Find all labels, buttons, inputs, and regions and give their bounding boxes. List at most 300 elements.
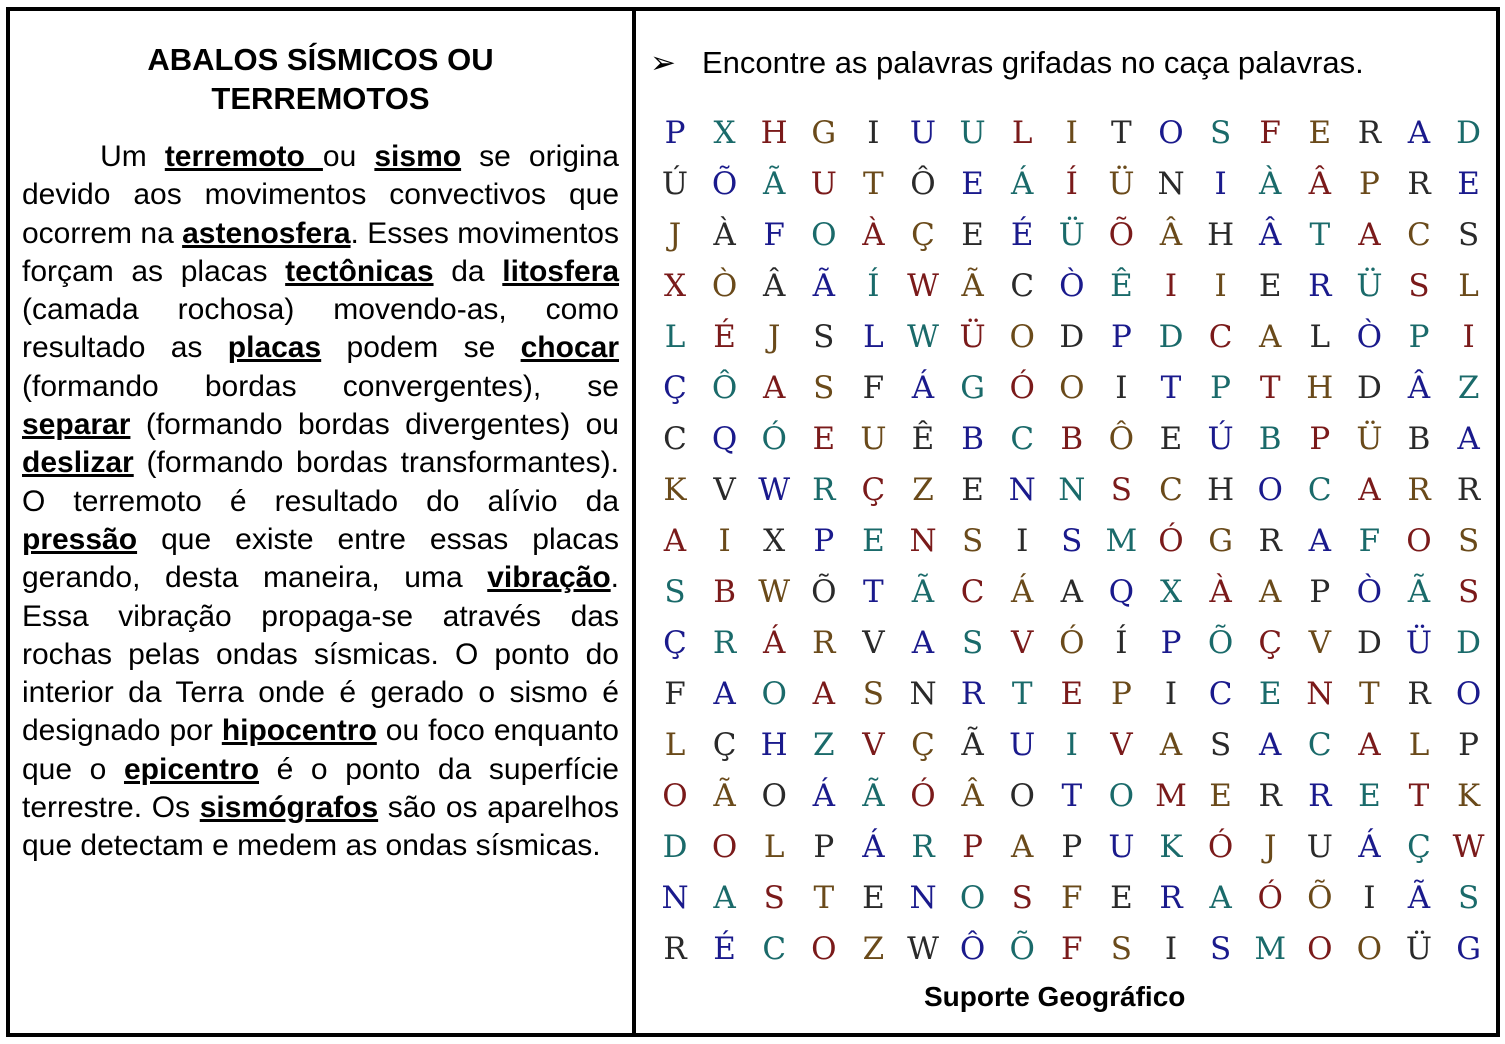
grid-letter[interactable]: E — [1358, 778, 1381, 814]
grid-letter[interactable]: Ô — [711, 370, 738, 406]
grid-letter[interactable]: L — [1011, 115, 1033, 151]
grid-letter[interactable]: Ã — [1407, 574, 1431, 610]
keyword: chocar — [520, 331, 619, 365]
grid-letter[interactable]: O — [959, 880, 986, 916]
grid-letter[interactable]: O — [761, 778, 787, 814]
grid-letter[interactable]: F — [664, 676, 686, 712]
grid-letter[interactable]: R — [1407, 472, 1431, 508]
grid-letter[interactable]: C — [663, 421, 687, 457]
grid-letter[interactable]: Á — [1358, 829, 1381, 865]
grid-letter[interactable]: F — [1358, 523, 1381, 559]
grid-letter[interactable]: U — [1108, 829, 1135, 865]
grid-letter[interactable]: L — [1408, 727, 1430, 763]
grid-letter[interactable]: I — [1164, 268, 1178, 304]
grid-letter[interactable]: L — [763, 829, 785, 865]
grid-letter[interactable]: C — [1010, 421, 1035, 457]
grid-letter[interactable]: W — [758, 574, 791, 610]
grid-letter[interactable]: U — [909, 115, 937, 151]
grid-letter[interactable]: F — [862, 370, 885, 406]
grid-letter[interactable]: I — [1164, 676, 1178, 712]
grid-letter[interactable]: A — [1258, 727, 1282, 763]
grid-letter[interactable]: A — [1209, 880, 1232, 916]
grid-letter[interactable]: V — [713, 472, 736, 508]
grid-letter[interactable]: R — [1308, 268, 1332, 304]
grid-letter[interactable]: R — [1258, 778, 1282, 814]
grid-letter[interactable]: Â — [1407, 370, 1431, 406]
grid-letter[interactable]: O — [811, 931, 837, 967]
grid-letter[interactable]: Ç — [712, 727, 737, 763]
grid-letter[interactable]: Á — [911, 370, 935, 406]
grid-letter[interactable]: U — [1306, 829, 1333, 865]
grid-letter[interactable]: O — [811, 217, 837, 253]
grid-letter[interactable]: V — [862, 625, 885, 661]
grid-letter[interactable]: S — [763, 880, 785, 916]
grid-letter[interactable]: E — [862, 880, 885, 916]
grid-letter[interactable]: U — [810, 166, 837, 202]
grid-letter[interactable]: P — [664, 115, 686, 151]
grid-letter[interactable]: C — [1307, 472, 1332, 508]
grid-letter[interactable]: C — [1208, 676, 1233, 712]
grid-letter[interactable]: À — [1258, 166, 1282, 202]
grid-letter[interactable]: T — [863, 166, 884, 202]
grid-letter[interactable]: E — [961, 472, 984, 508]
grid-letter[interactable]: Õ — [1307, 880, 1333, 916]
grid-letter[interactable]: Ç — [861, 472, 886, 508]
grid-letter[interactable]: Ã — [1407, 880, 1431, 916]
grid-letter[interactable]: A — [713, 880, 736, 916]
grid-letter[interactable]: P — [813, 523, 835, 559]
grid-letter[interactable]: Ã — [762, 166, 786, 202]
grid-letter[interactable]: P — [813, 829, 835, 865]
grid-letter[interactable]: A — [762, 370, 786, 406]
grid-letter[interactable]: Ó — [1257, 880, 1283, 916]
grid-letter[interactable]: X — [663, 268, 687, 304]
grid-letter[interactable]: C — [1307, 727, 1332, 763]
grid-letter[interactable]: S — [1408, 268, 1430, 304]
grid-letter[interactable]: C — [1407, 217, 1431, 253]
grid-letter[interactable]: Í — [1065, 166, 1078, 202]
grid-letter[interactable]: A — [1358, 217, 1381, 253]
grid-letter[interactable]: R — [812, 472, 836, 508]
grid-letter[interactable]: N — [1008, 472, 1036, 508]
grid-letter[interactable]: T — [1160, 370, 1182, 406]
grid-letter[interactable]: E — [812, 421, 836, 457]
grid-letter[interactable]: W — [758, 472, 791, 508]
grid-letter[interactable]: S — [961, 625, 984, 661]
grid-letter[interactable]: C — [960, 574, 985, 610]
grid-letter[interactable]: F — [1061, 931, 1083, 967]
grid-letter[interactable]: R — [911, 829, 935, 865]
grid-letter[interactable]: Á — [862, 829, 885, 865]
grid-letter[interactable]: I — [1115, 370, 1128, 406]
grid-letter[interactable]: M — [1254, 931, 1287, 967]
grid-letter[interactable]: S — [862, 676, 885, 712]
grid-letter[interactable]: A — [1159, 727, 1183, 763]
grid-letter[interactable]: A — [1407, 115, 1431, 151]
grid-letter[interactable]: S — [1110, 931, 1133, 967]
grid-letter[interactable]: Ô — [910, 166, 936, 202]
grid-letter[interactable]: Q — [1108, 574, 1135, 610]
grid-letter[interactable]: A — [1308, 523, 1331, 559]
grid-letter[interactable]: P — [1110, 319, 1132, 355]
grid-letter[interactable]: K — [663, 472, 687, 508]
grid-letter[interactable]: Ã — [862, 778, 885, 814]
grid-letter[interactable]: T — [1259, 370, 1281, 406]
grid-letter[interactable]: Ü — [1058, 217, 1085, 253]
grid-letter[interactable]: O — [1009, 319, 1035, 355]
grid-letter[interactable]: S — [813, 319, 835, 355]
grid-letter[interactable]: O — [1009, 778, 1035, 814]
grid-letter[interactable]: R — [960, 676, 985, 712]
grid-letter[interactable]: T — [1111, 115, 1132, 151]
grid-letter[interactable]: S — [1457, 217, 1480, 253]
grid-letter[interactable]: T — [863, 574, 884, 610]
grid-letter[interactable]: Ü — [959, 319, 986, 355]
grid-letter[interactable]: O — [761, 676, 787, 712]
title-line-2: TERREMOTOS — [211, 81, 430, 116]
grid-letter[interactable]: I — [718, 523, 731, 559]
grid-letter[interactable]: D — [1456, 115, 1482, 151]
grid-letter[interactable]: B — [961, 421, 984, 457]
grid-letter[interactable]: A — [1457, 421, 1480, 457]
grid-letter[interactable]: Ó — [910, 778, 936, 814]
grid-letter[interactable]: S — [813, 370, 835, 406]
grid-letter[interactable]: E — [1258, 268, 1282, 304]
grid-letter[interactable]: I — [1065, 727, 1078, 763]
grid-letter[interactable]: U — [860, 421, 887, 457]
grid-letter[interactable]: U — [1009, 727, 1036, 763]
grid-letter[interactable]: Í — [867, 268, 880, 304]
grid-letter[interactable]: Ó — [1059, 625, 1085, 661]
grid-letter[interactable]: S — [1209, 115, 1232, 151]
grid-letter[interactable]: O — [1406, 523, 1432, 559]
grid-letter[interactable]: B — [713, 574, 736, 610]
grid-letter[interactable]: G — [1208, 523, 1233, 559]
grid-letter[interactable]: É — [1010, 217, 1034, 253]
grid-letter[interactable]: Ç — [663, 370, 687, 406]
paragraph-text: que existe entre essas placas gerando, desta maneira, uma — [22, 522, 619, 595]
grid-letter[interactable]: Ç — [663, 625, 687, 661]
grid-letter[interactable]: S — [961, 523, 984, 559]
grid-row — [650, 567, 1490, 618]
grid-letter[interactable]: Ç — [911, 727, 935, 763]
grid-letter[interactable]: L — [863, 319, 884, 355]
grid-letter[interactable]: Õ — [1207, 625, 1234, 661]
grid-letter[interactable]: N — [909, 523, 937, 559]
grid-letter[interactable]: Ã — [713, 778, 736, 814]
grid-letter[interactable]: E — [1308, 115, 1332, 151]
grid-letter[interactable]: Á — [1010, 574, 1034, 610]
grid-letter[interactable]: O — [711, 829, 738, 865]
grid-letter[interactable]: Ü — [1405, 625, 1433, 661]
grid-letter[interactable]: W — [907, 931, 939, 967]
grid-letter[interactable]: T — [813, 880, 835, 916]
grid-letter[interactable]: R — [1308, 778, 1332, 814]
grid-letter[interactable]: E — [1110, 880, 1133, 916]
grid-letter[interactable]: Ç — [911, 217, 935, 253]
grid-letter[interactable]: O — [1455, 676, 1482, 712]
grid-letter[interactable]: X — [713, 115, 736, 151]
grid-letter[interactable]: E — [1209, 778, 1232, 814]
grid-letter[interactable]: T — [1011, 676, 1033, 712]
grid-letter[interactable]: É — [713, 931, 736, 967]
grid-letter[interactable]: P — [1458, 727, 1480, 763]
grid-letter[interactable]: V — [1110, 727, 1133, 763]
grid-letter[interactable]: S — [1457, 574, 1480, 610]
grid-letter[interactable]: H — [760, 115, 788, 151]
grid-letter[interactable]: D — [1356, 370, 1382, 406]
grid-letter[interactable]: G — [1456, 931, 1481, 967]
grid-letter[interactable]: A — [911, 625, 935, 661]
grid-letter[interactable]: Ü — [1356, 421, 1383, 457]
grid-letter[interactable]: Â — [1308, 166, 1331, 202]
grid-letter[interactable]: B — [1060, 421, 1084, 457]
grid-row — [650, 108, 1490, 159]
grid-letter[interactable]: N — [909, 880, 937, 916]
grid-letter[interactable]: K — [1457, 778, 1481, 814]
grid-letter[interactable]: D — [662, 829, 688, 865]
grid-letter[interactable]: K — [1159, 829, 1183, 865]
grid-row — [650, 924, 1490, 975]
grid-letter[interactable]: Ú — [1207, 421, 1234, 457]
grid-letter[interactable]: T — [1408, 778, 1430, 814]
grid-letter[interactable]: O — [1257, 472, 1283, 508]
grid-letter[interactable]: E — [862, 523, 885, 559]
grid-letter[interactable]: A — [1258, 319, 1282, 355]
grid-letter[interactable]: P — [1061, 829, 1083, 865]
grid-row — [650, 669, 1490, 720]
grid-letter[interactable]: O — [1307, 931, 1333, 967]
grid-letter[interactable]: T — [1359, 676, 1380, 712]
grid-letter[interactable]: S — [1457, 523, 1480, 559]
grid-letter[interactable]: Õ — [811, 574, 837, 610]
grid-letter[interactable]: Ã — [812, 268, 835, 304]
grid-letter[interactable]: Õ — [1108, 217, 1135, 253]
grid-letter[interactable]: E — [1060, 676, 1084, 712]
grid-letter[interactable]: R — [1258, 523, 1282, 559]
grid-letter[interactable]: Z — [862, 931, 885, 967]
grid-letter[interactable]: P — [962, 829, 984, 865]
grid-letter[interactable]: Ô — [1108, 421, 1135, 457]
grid-letter[interactable]: O — [1108, 778, 1135, 814]
grid-letter[interactable]: W — [907, 268, 939, 304]
grid-letter[interactable]: A — [1010, 829, 1034, 865]
grid-letter[interactable]: S — [1061, 523, 1083, 559]
grid-letter[interactable]: G — [960, 370, 985, 406]
grid-letter[interactable]: I — [1016, 523, 1029, 559]
grid-letter[interactable]: U — [959, 115, 986, 151]
grid-letter[interactable]: O — [1059, 370, 1085, 406]
grid-letter[interactable]: A — [1060, 574, 1083, 610]
grid-letter[interactable]: I — [1065, 115, 1078, 151]
grid-letter[interactable]: À — [713, 217, 736, 253]
grid-letter[interactable]: J — [668, 217, 682, 253]
grid-letter[interactable]: C — [1159, 472, 1183, 508]
grid-letter[interactable]: P — [1210, 370, 1232, 406]
grid-letter[interactable]: C — [762, 931, 787, 967]
grid-letter[interactable]: Ü — [1405, 931, 1433, 967]
grid-letter[interactable]: Z — [912, 472, 934, 508]
grid-letter[interactable]: S — [1209, 931, 1232, 967]
grid-letter[interactable]: A — [1358, 472, 1381, 508]
grid-letter[interactable]: Ô — [959, 931, 986, 967]
grid-letter[interactable]: I — [1462, 319, 1475, 355]
grid-letter[interactable]: Ò — [1059, 268, 1085, 304]
grid-letter[interactable]: Â — [961, 778, 984, 814]
grid-letter[interactable]: É — [713, 319, 736, 355]
grid-letter[interactable]: E — [1258, 676, 1282, 712]
grid-letter[interactable]: Ò — [1356, 319, 1383, 355]
grid-letter[interactable]: N — [1157, 166, 1185, 202]
grid-letter[interactable]: F — [1061, 880, 1083, 916]
grid-letter[interactable]: R — [1407, 676, 1431, 712]
grid-letter[interactable]: P — [1110, 676, 1132, 712]
grid-letter[interactable]: N — [909, 676, 937, 712]
grid-letter[interactable]: Ü — [1356, 268, 1383, 304]
grid-letter[interactable]: I — [1214, 166, 1227, 202]
grid-letter[interactable]: Ã — [961, 727, 984, 763]
grid-letter[interactable]: M — [1155, 778, 1187, 814]
grid-letter[interactable]: F — [1259, 115, 1281, 151]
grid-letter[interactable]: Ã — [961, 268, 984, 304]
grid-letter[interactable]: Á — [762, 625, 786, 661]
grid-letter[interactable]: M — [1105, 523, 1138, 559]
grid-letter[interactable]: T — [1061, 778, 1083, 814]
grid-letter[interactable]: B — [1258, 421, 1282, 457]
grid-letter[interactable]: I — [1214, 268, 1227, 304]
grid-letter[interactable]: Ü — [1108, 166, 1135, 202]
grid-letter[interactable]: J — [767, 319, 781, 355]
grid-letter[interactable]: Ò — [1356, 574, 1383, 610]
grid-letter[interactable]: H — [760, 727, 788, 763]
grid-letter[interactable]: Á — [812, 778, 835, 814]
grid-letter[interactable]: S — [1110, 472, 1133, 508]
grid-letter[interactable]: X — [1159, 574, 1183, 610]
grid-letter[interactable]: E — [961, 166, 984, 202]
grid-letter[interactable]: Ç — [1407, 829, 1431, 865]
grid-letter[interactable]: À — [1209, 574, 1232, 610]
grid-letter[interactable]: A — [663, 523, 687, 559]
grid-letter[interactable]: Â — [1159, 217, 1183, 253]
grid-letter[interactable]: I — [1363, 880, 1376, 916]
grid-letter[interactable]: A — [1358, 727, 1381, 763]
grid-letter[interactable]: C — [1208, 319, 1233, 355]
grid-letter[interactable]: I — [1164, 931, 1178, 967]
grid-letter[interactable]: L — [1309, 319, 1331, 355]
title-line-1: ABALOS SÍSMICOS OU — [147, 42, 494, 77]
grid-letter[interactable]: R — [1456, 472, 1481, 508]
grid-letter[interactable]: A — [713, 676, 736, 712]
grid-letter[interactable]: P — [1160, 625, 1182, 661]
grid-letter[interactable]: C — [1010, 268, 1035, 304]
grid-letter[interactable]: E — [1457, 166, 1480, 202]
grid-letter[interactable]: W — [1452, 829, 1485, 865]
grid-letter[interactable]: D — [1356, 625, 1382, 661]
grid-letter[interactable]: V — [1308, 625, 1331, 661]
keyword: separar — [22, 408, 131, 442]
grid-letter[interactable]: X — [763, 523, 786, 559]
grid-letter[interactable]: L — [664, 319, 686, 355]
grid-letter[interactable]: D — [1059, 319, 1085, 355]
grid-letter[interactable]: E — [1159, 421, 1183, 457]
grid-letter[interactable]: V — [1010, 625, 1034, 661]
grid-letter[interactable]: S — [1011, 880, 1033, 916]
grid-letter[interactable]: S — [1457, 880, 1480, 916]
grid-letter[interactable]: W — [907, 319, 939, 355]
grid-letter[interactable]: H — [1306, 370, 1334, 406]
grid-letter[interactable]: J — [1263, 829, 1277, 865]
grid-letter[interactable]: R — [712, 625, 737, 661]
grid-letter[interactable]: B — [1407, 421, 1431, 457]
grid-letter[interactable]: R — [1407, 166, 1431, 202]
grid-letter[interactable]: R — [812, 625, 836, 661]
grid-letter[interactable]: D — [1456, 625, 1482, 661]
grid-letter[interactable]: N — [1058, 472, 1086, 508]
grid-letter[interactable]: S — [1209, 727, 1232, 763]
grid-letter[interactable]: R — [1159, 880, 1183, 916]
grid-letter[interactable]: O — [662, 778, 688, 814]
grid-letter[interactable]: I — [867, 115, 880, 151]
grid-letter[interactable]: Ê — [911, 421, 935, 457]
grid-letter[interactable]: Ç — [1258, 625, 1283, 661]
grid-letter[interactable]: T — [1309, 217, 1331, 253]
arrow-bullet-icon: ➢ — [650, 45, 676, 80]
grid-letter[interactable]: F — [763, 217, 785, 253]
grid-letter[interactable]: R — [663, 931, 687, 967]
grid-letter[interactable]: Ó — [1207, 829, 1234, 865]
grid-row — [650, 261, 1490, 312]
grid-letter[interactable]: O — [1158, 115, 1184, 151]
grid-letter[interactable]: P — [1408, 319, 1430, 355]
grid-letter[interactable]: H — [1207, 217, 1235, 253]
grid-letter[interactable]: A — [812, 676, 835, 712]
grid-letter[interactable]: Í — [1115, 625, 1128, 661]
grid-letter[interactable]: L — [664, 727, 686, 763]
grid-letter[interactable]: G — [811, 115, 837, 151]
grid-letter[interactable]: À — [862, 217, 885, 253]
grid-letter[interactable]: Ó — [1158, 523, 1184, 559]
grid-letter[interactable]: Õ — [711, 166, 738, 202]
grid-letter[interactable]: H — [1207, 472, 1235, 508]
grid-letter[interactable]: Ò — [711, 268, 738, 304]
grid-letter[interactable]: Ó — [761, 421, 787, 457]
grid-letter[interactable]: Z — [1457, 370, 1480, 406]
grid-letter[interactable]: Õ — [1009, 931, 1035, 967]
grid-letter[interactable]: P — [1309, 421, 1331, 457]
grid-letter[interactable]: O — [1356, 931, 1383, 967]
grid-letter[interactable]: Ê — [1110, 268, 1133, 304]
grid-letter[interactable]: Ã — [911, 574, 935, 610]
grid-letter[interactable]: V — [862, 727, 885, 763]
grid-letter[interactable]: D — [1158, 319, 1184, 355]
grid-letter[interactable]: N — [1306, 676, 1334, 712]
grid-letter[interactable]: Ó — [1009, 370, 1035, 406]
grid-letter[interactable]: L — [1458, 268, 1479, 304]
grid-letter[interactable]: P — [1358, 166, 1380, 202]
grid-letter[interactable]: Ú — [661, 166, 689, 202]
grid-letter[interactable]: Á — [1010, 166, 1034, 202]
grid-letter[interactable]: P — [1309, 574, 1331, 610]
grid-letter[interactable]: Â — [762, 268, 786, 304]
grid-letter[interactable]: Z — [813, 727, 835, 763]
grid-letter[interactable]: N — [661, 880, 689, 916]
grid-letter[interactable]: Â — [1258, 217, 1282, 253]
grid-letter[interactable]: S — [664, 574, 686, 610]
grid-letter[interactable]: Q — [711, 421, 738, 457]
grid-letter[interactable]: R — [1357, 115, 1382, 151]
grid-letter[interactable]: E — [961, 217, 984, 253]
grid-letter[interactable]: A — [1258, 574, 1282, 610]
